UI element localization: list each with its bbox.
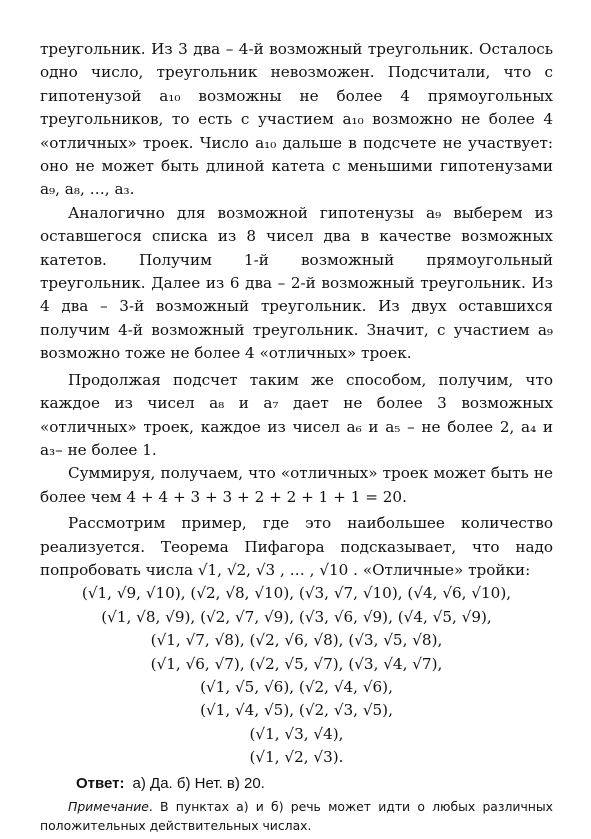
note-paragraph	[40, 798, 553, 835]
triples-row: (√1, √6, √7), (√2, √5, √7), (√3, √4, √7),	[150, 654, 443, 673]
triples-row: (√1, √3, √4),	[249, 724, 344, 743]
answer-label: Ответ:	[76, 774, 125, 792]
triples-row: (√1, √9, √10), (√2, √8, √10), (√3, √7, √10), (√4, √6, √10),	[81, 584, 512, 603]
triples-row: (√1, √5, √6), (√2, √4, √6),	[200, 677, 393, 696]
paragraph-4: Суммируя, получаем, что «отличных» троек может быть не более чем 4 + 4 + 3 + 3 + 2 + 2 + 1 + 1 = 20.	[40, 464, 553, 506]
note-label: Примечание	[68, 799, 149, 814]
answer-line	[76, 772, 553, 795]
answer-text: а) Да. б) Нет. в) 20.	[132, 774, 265, 792]
triples-row: (√1, √4, √5), (√2, √3, √5),	[200, 701, 393, 720]
triples-row: (√1, √2, √3).	[249, 748, 344, 767]
triples-row: (√1, √8, √9), (√2, √7, √9), (√3, √6, √9), (√4, √5, √9),	[101, 607, 492, 626]
document-page	[40, 38, 553, 835]
note-text: . В пунктах а) и б) речь может идти о любых различных положительных действительных числах.	[40, 799, 553, 833]
paragraph-3: Продолжая подсчет таким же способом, получим, что каждое из чисел a₈ и a₇ дает не более 3 возможных «отличных» троек, каждое из чисел a₆ и a₅ – не более 2, a₄ и a₃– не более 1.	[40, 370, 553, 459]
paragraph-1: треугольник. Из 3 два – 4-й возможный треугольник. Осталось одно число, треугольник невозможен. Подсчитали, что с гипотенузой a₁₀ возможны не более 4 прямоугольных треугольников, то есть с участием a₁₀ возможно не более 4 «отличных» троек. Число a₁₀ дальше в подсчете не участвует: оно не может быть длиной катета с меньшими гипотенузами a₉, a₈, …, a₃.	[40, 40, 553, 199]
triples-list	[40, 582, 553, 769]
paragraph-5: Рассмотрим пример, где это наибольшее количество реализуется. Теорема Пифагора подсказывает, что надо попробовать числа √1, √2, √3 , … , √10 . «Отличные» тройки:	[40, 514, 553, 579]
paragraph-2: Аналогично для возможной гипотенузы a₉ выберем из оставшегося списка из 8 чисел два в качестве возможных катетов. Получим 1-й возможный прямоугольный треугольник. Далее из 6 два – 2-й возможный треугольник. Из 4 два – 3-й возможный треугольник. Из двух оставшихся получим 4-й возможный треугольник. Значит, с участием a₉ возможно тоже не более 4 «отличных» троек.	[40, 203, 553, 363]
triples-row: (√1, √7, √8), (√2, √6, √8), (√3, √5, √8),	[150, 631, 443, 650]
